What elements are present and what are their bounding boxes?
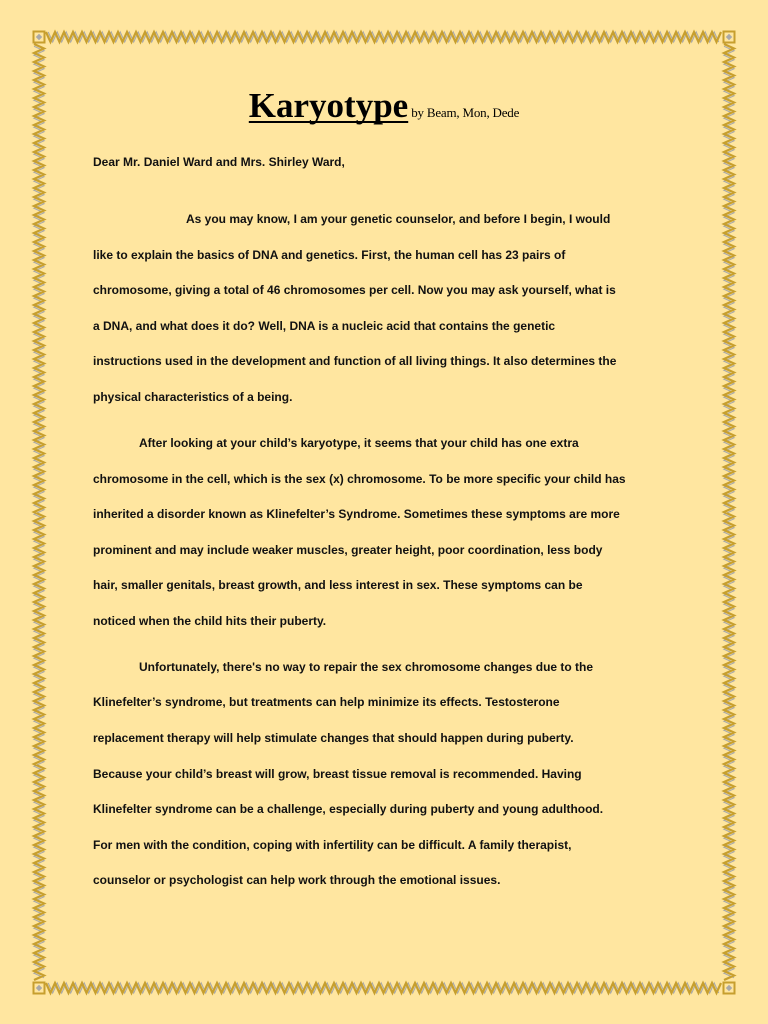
paragraph-line: inherited a disorder known as Klinefelter’s Syndrome. Sometimes these symptoms are more <box>93 507 620 522</box>
author-byline: by Beam, Mon, Dede <box>411 105 520 120</box>
title-line <box>0 86 768 133</box>
paragraph-line: chromosome, giving a total of 46 chromosomes per cell. Now you may ask yourself, what is <box>93 283 616 298</box>
paragraph-line: hair, smaller genitals, breast growth, and less interest in sex. These symptoms can be <box>93 578 583 593</box>
letter-body <box>93 145 713 909</box>
paragraph-1 <box>93 202 713 416</box>
border-corner-diamond <box>36 985 42 991</box>
paragraph-line: like to explain the basics of DNA and genetics. First, the human cell has 23 pairs of <box>93 247 566 262</box>
paragraph-line: As you may know, I am your genetic counselor, and before I begin, I would <box>186 211 611 226</box>
paragraph-line: a DNA, and what does it do? Well, DNA is a nucleic acid that contains the genetic <box>93 318 556 333</box>
paragraph-line: replacement therapy will help stimulate changes that should happen during puberty. <box>93 731 574 746</box>
paragraph-line: noticed when the child hits their puberty. <box>93 613 327 628</box>
border-corner-diamond <box>36 34 42 40</box>
paragraph-line: Klinefelter syndrome can be a challenge, especially during puberty and young adulthood. <box>93 802 604 817</box>
paragraph-line: Because your child’s breast will grow, breast tissue removal is recommended. Having <box>93 766 582 781</box>
document-title: Karyotype <box>248 86 409 125</box>
paragraph-3 <box>93 650 713 899</box>
paragraph-line: Unfortunately, there's no way to repair the sex chromosome changes due to the <box>139 659 594 674</box>
paragraph-line: prominent and may include weaker muscles, greater height, poor coordination, less body <box>93 542 603 557</box>
border-corner-diamond <box>726 34 732 40</box>
paragraph-line: After looking at your child’s karyotype, it seems that your child has one extra <box>139 435 579 450</box>
paragraph-2 <box>93 426 713 640</box>
paragraph-line: chromosome in the cell, which is the sex (x) chromosome. To be more specific your child has <box>93 471 626 486</box>
paragraph-line: instructions used in the development and function of all living things. It also determines the <box>93 354 617 369</box>
salutation: Dear Mr. Daniel Ward and Mrs. Shirley Ward, <box>93 155 345 169</box>
paragraph-line: physical characteristics of a being. <box>93 389 293 404</box>
paragraph-line: For men with the condition, coping with infertility can be difficult. A family therapist, <box>93 837 572 852</box>
paragraph-line: counselor or psychologist can help work through the emotional issues. <box>93 873 501 888</box>
border-corner-diamond <box>726 985 732 991</box>
paragraph-line: Klinefelter’s syndrome, but treatments can help minimize its effects. Testosterone <box>93 695 560 710</box>
